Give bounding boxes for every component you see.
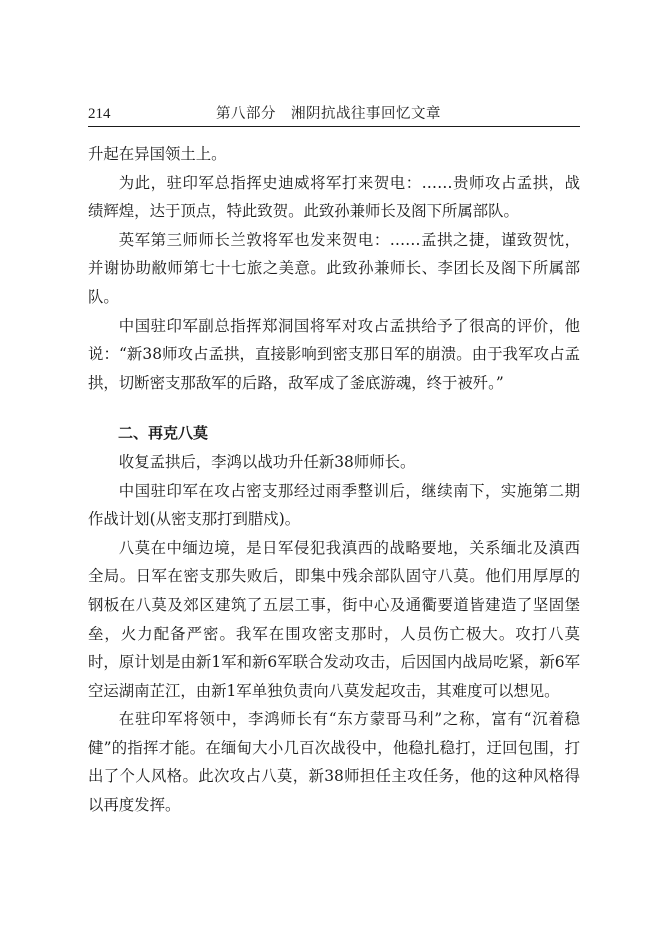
- paragraph: 英军第三师师长兰敦将军也发来贺电：……孟拱之捷，谨致贺忱，并谢协助敝师第七十七旅之美意。此致孙兼师长、李团长及阁下所属部队。: [88, 230, 580, 306]
- paragraph: 在驻印军将领中，李鸿师长有“东方蒙哥马利”之称，富有“沉着稳健”的指挥才能。在缅甸大小几百次战役中，他稳扎稳打，迂回包围，打出了个人风格。此次攻占八莫，新38师担任主攻任务，他的这种风格得以再度发挥。: [88, 710, 580, 815]
- paragraph: 为此，驻印军总指挥史迪威将军打来贺电：……贵师攻占孟拱，战绩辉煌，达于顶点，特此致贺。此致孙兼师长及阁下所属部队。: [88, 173, 580, 221]
- body-text: [88, 140, 580, 820]
- paragraph-continued: 升起在异国领土上。: [88, 145, 227, 163]
- section-heading: 二、再克八莫: [118, 424, 209, 443]
- paragraph: 八莫在中缅边境，是日军侵犯我滇西的战略要地，关系缅北及滇西全局。日军在密支那失败后，即集中残余部队固守八莫。他们用厚厚的钢板在八莫及郊区建筑了五层工事，街中心及通衢要道皆建造了坚固堡垒，火力配备严密。我军在围攻密支那时，人员伤亡极大。攻打八莫时，原计划是由新1军和新6军联合发动攻击，后因国内战局吃紧，新6军空运湖南芷江，由新1军单独负责向八莫发起攻击，其难度可以想见。: [88, 538, 580, 700]
- paragraph: 中国驻印军在攻占密支那经过雨季整训后，继续南下，实施第二期作战计划(从密支那打到腊戍)。: [88, 481, 580, 529]
- header-rule: [88, 126, 580, 127]
- page-number: 214: [88, 106, 111, 122]
- paragraph: 收复孟拱后，李鸿以战功升任新38师师长。: [118, 452, 416, 471]
- paragraph: 中国驻印军副总指挥郑洞国将军对攻占孟拱给予了很高的评价，他说：“新38师攻占孟拱，直接影响到密支那日军的崩溃。由于我军攻占孟拱，切断密支那敌军的后路，敌军成了釜底游魂，终于被歼。”: [88, 316, 580, 392]
- running-head: 第八部分 湘阴抗战往事回忆文章: [216, 106, 441, 122]
- page-header: [88, 104, 580, 126]
